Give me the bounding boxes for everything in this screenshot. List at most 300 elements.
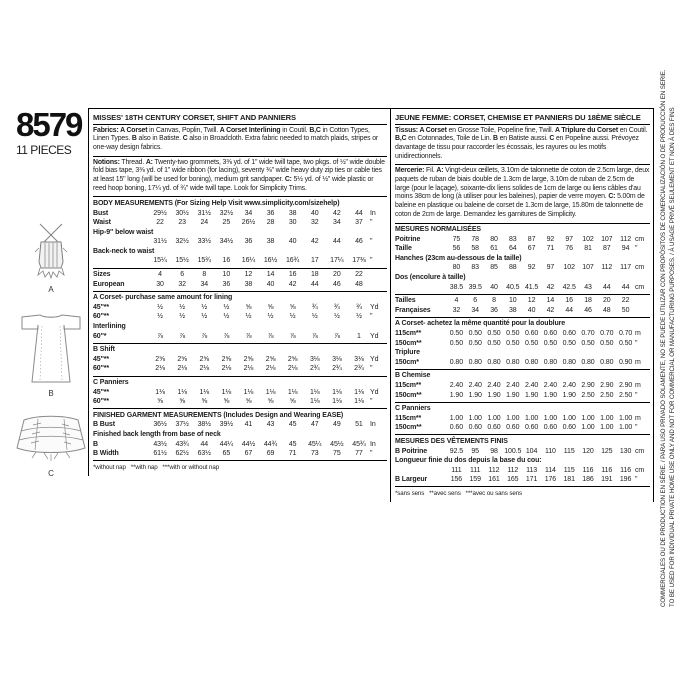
view-a-label: A — [48, 285, 54, 294]
value-cell: 42 — [288, 280, 297, 288]
value-cell: ½ — [311, 313, 318, 321]
table-row — [395, 244, 650, 254]
value-cell: 29½ — [153, 209, 167, 217]
value-cell: 32 — [178, 280, 186, 288]
row-label: Bust — [93, 209, 109, 217]
value-cell: 2⅝ — [287, 355, 298, 363]
value-cell: 32½ — [175, 238, 189, 246]
value-cell: 80 — [452, 264, 461, 272]
unit-cell: " — [634, 476, 638, 484]
value-cell: 0.60 — [468, 424, 482, 432]
piece-count: 11 PIECES — [16, 143, 72, 157]
value-cell: 1.00 — [581, 414, 595, 422]
table-row: C Panniers — [93, 379, 129, 387]
unit-cell: In — [370, 421, 376, 429]
value-cell: 1.00 — [487, 414, 501, 422]
value-cell: 2.40 — [487, 381, 501, 389]
value-cell: 0.50 — [468, 339, 482, 347]
value-cell: 42.5 — [562, 283, 576, 291]
value-cell: 44½ — [241, 440, 256, 448]
value-cell: 37 — [355, 219, 363, 227]
row-label — [395, 466, 447, 476]
value-cell: ½ — [223, 313, 230, 321]
row-label — [395, 263, 447, 273]
table-row — [395, 283, 650, 293]
value-cell: 1.90 — [506, 391, 520, 399]
value-cell: 0.60 — [449, 424, 464, 432]
pattern-number: 8579 — [16, 106, 82, 143]
bold-segment: Fabrics: A Corset — [93, 126, 148, 134]
value-cell: ⅞ — [179, 332, 186, 340]
value-cell: 26½ — [241, 219, 256, 227]
english-measurements-table — [93, 196, 387, 472]
value-cell: 14 — [546, 297, 555, 305]
value-cell: 63½ — [197, 450, 211, 458]
value-cell: 112 — [488, 466, 500, 474]
value-cell: 38½ — [197, 421, 211, 429]
value-cell: 31½ — [153, 238, 167, 246]
value-cell: 1⅛ — [309, 398, 320, 406]
value-cell: 44¾ — [263, 440, 278, 448]
value-cell: 92 — [546, 235, 555, 243]
english-column — [88, 108, 390, 476]
value-cell: 0.50 — [506, 329, 520, 337]
value-cell: 44 — [333, 238, 341, 246]
value-cell: 0.80 — [600, 358, 614, 366]
value-cell: ⅝ — [267, 398, 274, 406]
value-cell: 12 — [527, 297, 536, 305]
value-cell: 159 — [469, 476, 481, 484]
pannier-illustration — [13, 410, 89, 478]
value-cell: 31½ — [197, 209, 211, 217]
value-cell: 44 — [355, 209, 363, 217]
value-cell: 44 — [621, 283, 630, 291]
value-cell: 104 — [525, 447, 538, 455]
row-label: Taille — [395, 245, 412, 253]
value-cell: 0.80 — [468, 358, 482, 366]
value-cell: 22 — [156, 219, 164, 227]
value-cell: ⅞ — [157, 332, 163, 340]
value-cell: 45 — [288, 421, 297, 429]
table-row: Back-neck to waist — [93, 247, 155, 255]
table-row: *without nap **with nap ***with or without nap — [93, 463, 220, 471]
value-cell: 22 — [621, 297, 630, 305]
value-cell: 0.60 — [506, 424, 520, 432]
table-row — [93, 449, 387, 459]
table-row: BODY MEASUREMENTS (For Sizing Help Visit www.simplicity.com/sizehelp) — [93, 199, 340, 207]
value-cell: 20 — [602, 297, 611, 305]
value-cell: 0.50 — [468, 329, 482, 337]
text-segment: en Coutil. — [617, 126, 648, 134]
value-cell: 17¼ — [330, 257, 344, 265]
value-cell: 33½ — [197, 238, 211, 246]
bold-segment: C — [182, 135, 188, 143]
value-cell: 2.40 — [449, 381, 464, 389]
value-cell: 10 — [222, 271, 231, 279]
table-row: A Corset- achetez la même quantité pour la doublure — [395, 320, 566, 328]
value-cell: 46 — [333, 280, 341, 288]
value-cell: 2⅝ — [199, 355, 209, 363]
value-cell: 44 — [200, 440, 209, 448]
value-cell: 120 — [582, 447, 594, 455]
value-cell: 1.00 — [468, 414, 482, 422]
table-row: Triplure — [395, 349, 420, 357]
table-row — [395, 466, 650, 476]
bold-segment: B — [131, 135, 137, 143]
table-rule — [395, 402, 650, 403]
value-cell: ⅞ — [223, 332, 230, 340]
value-cell: 10 — [508, 297, 517, 305]
value-cell: 1⅛ — [221, 388, 232, 396]
value-cell: 114 — [544, 466, 556, 474]
value-cell: 0.50 — [449, 329, 464, 337]
value-cell: 92.5 — [449, 447, 464, 455]
table-row — [93, 270, 387, 280]
value-cell: 102 — [582, 235, 594, 243]
value-cell: 34 — [200, 280, 209, 288]
value-cell: 176 — [544, 476, 557, 484]
value-cell: 40 — [310, 209, 319, 217]
value-cell: 88 — [508, 264, 517, 272]
table-row — [395, 296, 650, 306]
unit-cell: " — [634, 339, 638, 347]
unit-cell: " — [370, 313, 373, 321]
value-cell: 40 — [288, 238, 297, 246]
unit-cell: " — [370, 365, 373, 373]
unit-cell: Yd — [370, 355, 379, 363]
value-cell: 0.50 — [506, 339, 520, 347]
table-rule — [93, 291, 387, 292]
value-cell: 71 — [546, 245, 555, 253]
value-cell: 1⅛ — [177, 388, 187, 396]
value-cell: ⅝ — [201, 398, 208, 406]
unit-cell: Yd — [370, 303, 379, 311]
text-segment: 5½ yd. of ½" wide plastic or reed hoop boning, 17¼ yd. of ¾" wide twill tape. Look for Simplicity Trims. — [93, 176, 374, 192]
value-cell: 73 — [310, 450, 319, 458]
value-cell: ⅝ — [245, 398, 252, 406]
value-cell: ½ — [201, 313, 208, 321]
value-cell: 1⅛ — [265, 388, 276, 396]
value-cell: 76 — [565, 245, 573, 253]
value-cell: 186 — [582, 476, 594, 484]
value-cell: 2⅛ — [243, 365, 254, 373]
english-title: MISSES' 18TH CENTURY CORSET, SHIFT AND PANNIERS — [93, 112, 297, 122]
value-cell: 0.80 — [562, 358, 576, 366]
unit-cell: " — [634, 424, 638, 432]
value-cell: 0.50 — [487, 339, 501, 347]
value-cell: 20 — [333, 271, 341, 279]
french-fabrics-paragraph — [395, 127, 650, 162]
value-cell: ⅞ — [289, 332, 296, 340]
value-cell: 1⅛ — [199, 388, 209, 396]
bold-segment: C — [549, 135, 555, 143]
text-segment: in Coutil. — [280, 126, 310, 134]
value-cell: 8 — [492, 297, 496, 305]
view-b-label: B — [48, 389, 54, 398]
value-cell: 115 — [563, 466, 575, 474]
value-cell: 100.5 — [504, 447, 522, 455]
unit-cell — [370, 270, 387, 280]
row-label: Tailles — [395, 297, 416, 305]
value-cell: 191 — [601, 476, 613, 484]
value-cell: 40 — [490, 283, 498, 291]
value-cell: 2⅝ — [265, 355, 276, 363]
row-label — [93, 256, 149, 266]
value-cell: 1.00 — [618, 414, 633, 422]
divider — [93, 124, 387, 125]
value-cell: 85 — [490, 264, 498, 272]
value-cell: 2.40 — [468, 381, 482, 389]
row-label: 150cm** — [395, 339, 422, 347]
value-cell: 3⅛ — [354, 355, 364, 363]
value-cell: 117 — [620, 264, 632, 272]
text-segment: en Cotonnades, Toile de Lin. — [406, 135, 493, 143]
value-cell: 0.70 — [618, 329, 633, 337]
value-cell: 2.40 — [524, 381, 539, 389]
value-cell: 67 — [244, 450, 253, 458]
value-cell: ⅝ — [179, 398, 186, 406]
value-cell: 16¼ — [241, 257, 256, 265]
unit-cell: cm — [634, 235, 645, 243]
row-label: 60"** — [93, 313, 110, 321]
value-cell: ½ — [223, 303, 230, 311]
value-cell: 2.50 — [600, 391, 614, 399]
value-cell: 42 — [546, 306, 555, 314]
value-cell: 78 — [471, 235, 479, 243]
value-cell: 8 — [202, 271, 207, 279]
value-cell: ⅝ — [245, 303, 252, 311]
value-cell: 0.50 — [524, 339, 539, 347]
value-cell: 112 — [620, 235, 632, 243]
text-segment: 5.00m de baleine en plastique ou baleine de corset de 1.3cm de large, 15.80m de talonnette de coton de 2cm de large. Demandez les garnitures de Simplicity. — [395, 193, 645, 218]
table-row: Finished back length from base of neck — [93, 430, 221, 438]
value-cell: 75 — [333, 450, 341, 458]
value-cell: ⅞ — [245, 332, 252, 340]
table-rule — [93, 268, 387, 269]
value-cell: 0.60 — [524, 424, 539, 432]
row-label: 150cm** — [395, 424, 422, 432]
value-cell: ⅞ — [201, 332, 208, 340]
value-cell: 0.50 — [581, 339, 595, 347]
value-cell: 32 — [452, 306, 461, 314]
value-cell: ⅝ — [223, 398, 230, 406]
value-cell: 1⅛ — [332, 398, 342, 406]
value-cell: 1 — [357, 332, 361, 340]
value-cell: 36 — [222, 280, 231, 288]
value-cell: 2⅛ — [177, 365, 187, 373]
value-cell: 23 — [178, 219, 186, 227]
value-cell: 36 — [266, 209, 275, 217]
value-cell: 48 — [602, 306, 611, 314]
row-label: Françaises — [395, 306, 431, 314]
value-cell: ½ — [179, 313, 186, 321]
value-cell: ½ — [267, 313, 274, 321]
bold-segment: B,C — [395, 135, 407, 143]
value-cell: 16 — [565, 297, 573, 305]
value-cell: 3⅛ — [309, 355, 320, 363]
value-cell: 2⅛ — [287, 365, 298, 373]
value-cell: 75 — [452, 235, 461, 243]
value-cell: ½ — [356, 313, 362, 321]
value-cell: ⅝ — [267, 303, 274, 311]
table-row: B Shift — [93, 346, 115, 354]
table-row — [395, 263, 650, 273]
row-label: 45"** — [93, 355, 110, 363]
french-column — [390, 108, 654, 502]
table-row — [395, 339, 650, 349]
value-cell: 0.80 — [487, 358, 501, 366]
value-cell: 2⅛ — [265, 365, 276, 373]
value-cell: 71 — [288, 450, 297, 458]
value-cell: 45¼ — [308, 440, 322, 448]
value-cell: 41 — [244, 421, 253, 429]
value-cell: 39½ — [219, 421, 233, 429]
row-label: 60"* — [93, 332, 107, 340]
unit-cell: In — [370, 209, 376, 217]
value-cell: 1⅛ — [287, 388, 298, 396]
bold-segment: A Corset Interlining — [219, 126, 281, 134]
table-rule — [93, 460, 387, 461]
value-cell: 67 — [527, 245, 536, 253]
value-cell: 42 — [333, 209, 341, 217]
table-row — [395, 423, 650, 433]
value-cell: 58 — [471, 245, 479, 253]
row-label: B Bust — [93, 421, 115, 429]
table-row: B Chemise — [395, 372, 431, 380]
value-cell: 1.90 — [468, 391, 482, 399]
value-cell: ½ — [333, 313, 340, 321]
value-cell: 34 — [244, 209, 253, 217]
table-row — [93, 364, 387, 374]
value-cell: 28 — [266, 219, 275, 227]
value-cell: 116 — [582, 466, 594, 474]
bold-segment: A Triplure du Corset — [555, 126, 618, 134]
table-row — [395, 381, 650, 391]
text-segment: in Canvas, Poplin, Twill. — [147, 126, 220, 134]
value-cell: 0.50 — [487, 329, 501, 337]
french-notions-paragraph — [395, 167, 650, 219]
value-cell: 107 — [582, 264, 594, 272]
table-row — [395, 475, 650, 485]
value-cell: 18 — [584, 297, 592, 305]
value-cell: 0.60 — [543, 329, 557, 337]
table-row — [395, 414, 650, 424]
value-cell: 24 — [200, 219, 209, 227]
unit-cell: " — [370, 257, 373, 265]
table-row — [395, 306, 650, 316]
value-cell: 43 — [266, 421, 275, 429]
value-cell: 44 — [602, 283, 611, 291]
text-segment: en Grosse Toile, Popeline fine, Twill. — [446, 126, 555, 134]
value-cell: 2.90 — [600, 381, 614, 389]
value-cell: 44 — [310, 280, 319, 288]
value-cell: 14 — [266, 271, 275, 279]
bold-segment: A: — [145, 158, 153, 166]
value-cell: 0.80 — [543, 358, 557, 366]
value-cell: 40 — [266, 280, 275, 288]
row-label: B Largeur — [395, 476, 428, 484]
english-notions-paragraph — [93, 159, 387, 194]
text-segment: Thread. — [119, 158, 146, 166]
bold-segment: C: — [284, 176, 292, 184]
value-cell: 65 — [222, 450, 231, 458]
view-c-figure — [13, 410, 89, 478]
value-cell: 97 — [546, 264, 555, 272]
unit-cell: Yd — [370, 388, 379, 396]
value-cell: 41.5 — [524, 283, 539, 291]
value-cell: 16¾ — [285, 257, 300, 265]
text-segment: also in Batiste. — [136, 135, 183, 143]
value-cell: 113 — [526, 466, 538, 474]
table-row — [93, 332, 387, 342]
value-cell: 181 — [563, 476, 575, 484]
value-cell: 2.50 — [581, 391, 595, 399]
value-cell: 38 — [508, 306, 517, 314]
divider — [93, 156, 387, 157]
value-cell: 45 — [288, 440, 297, 448]
table-row — [93, 355, 387, 365]
value-cell: 56 — [452, 245, 461, 253]
value-cell: 116 — [601, 466, 613, 474]
unit-cell — [635, 296, 650, 306]
value-cell: 46 — [584, 306, 592, 314]
value-cell: 61½ — [153, 450, 167, 458]
value-cell: 161 — [488, 476, 500, 484]
row-label: B Width — [93, 450, 119, 458]
table-row — [93, 209, 387, 219]
value-cell: 98 — [490, 447, 498, 455]
view-c-label: C — [48, 469, 54, 478]
value-cell: 0.80 — [581, 358, 595, 366]
value-cell: 87 — [602, 245, 611, 253]
row-label: 150cm** — [395, 391, 422, 399]
value-cell: ⅞ — [267, 332, 274, 340]
value-cell: 171 — [525, 476, 538, 484]
value-cell: 38 — [244, 280, 253, 288]
value-cell: 34 — [471, 306, 479, 314]
value-cell: 83 — [508, 235, 517, 243]
value-cell: 2¾ — [309, 365, 320, 373]
value-cell: 107 — [601, 235, 613, 243]
value-cell: 49 — [333, 421, 341, 429]
value-cell: 165 — [507, 476, 519, 484]
text-segment: en Popeline aussi. Prévoyez davantage de tissu pour raccorder les écossais, les rayures ou les motifs unidirectionnels. — [395, 135, 639, 160]
value-cell: 32½ — [219, 209, 233, 217]
table-row: Hanches (23cm au-dessous de la taille) — [395, 254, 522, 262]
view-a-figure — [28, 222, 74, 294]
table-row — [93, 280, 387, 290]
value-cell: 38.5 — [449, 283, 464, 291]
value-cell: 6 — [180, 271, 185, 279]
value-cell: 1.90 — [449, 391, 464, 399]
value-cell: 112 — [601, 264, 613, 272]
row-label: 60"** — [93, 398, 110, 406]
value-cell: 0.50 — [449, 339, 464, 347]
bold-segment: Tissus: A Corset — [395, 126, 447, 134]
unit-cell: cm — [634, 466, 645, 474]
table-row — [395, 235, 650, 245]
value-cell: 0.60 — [562, 424, 576, 432]
value-cell: 43½ — [153, 440, 167, 448]
value-cell: 0.50 — [600, 339, 614, 347]
value-cell: 80 — [490, 235, 498, 243]
value-cell: 16 — [288, 271, 297, 279]
table-rule — [395, 294, 650, 295]
value-cell: 45¾ — [352, 440, 366, 448]
value-cell: ½ — [289, 313, 296, 321]
value-cell: 97 — [565, 235, 573, 243]
value-cell: 1.00 — [543, 414, 557, 422]
